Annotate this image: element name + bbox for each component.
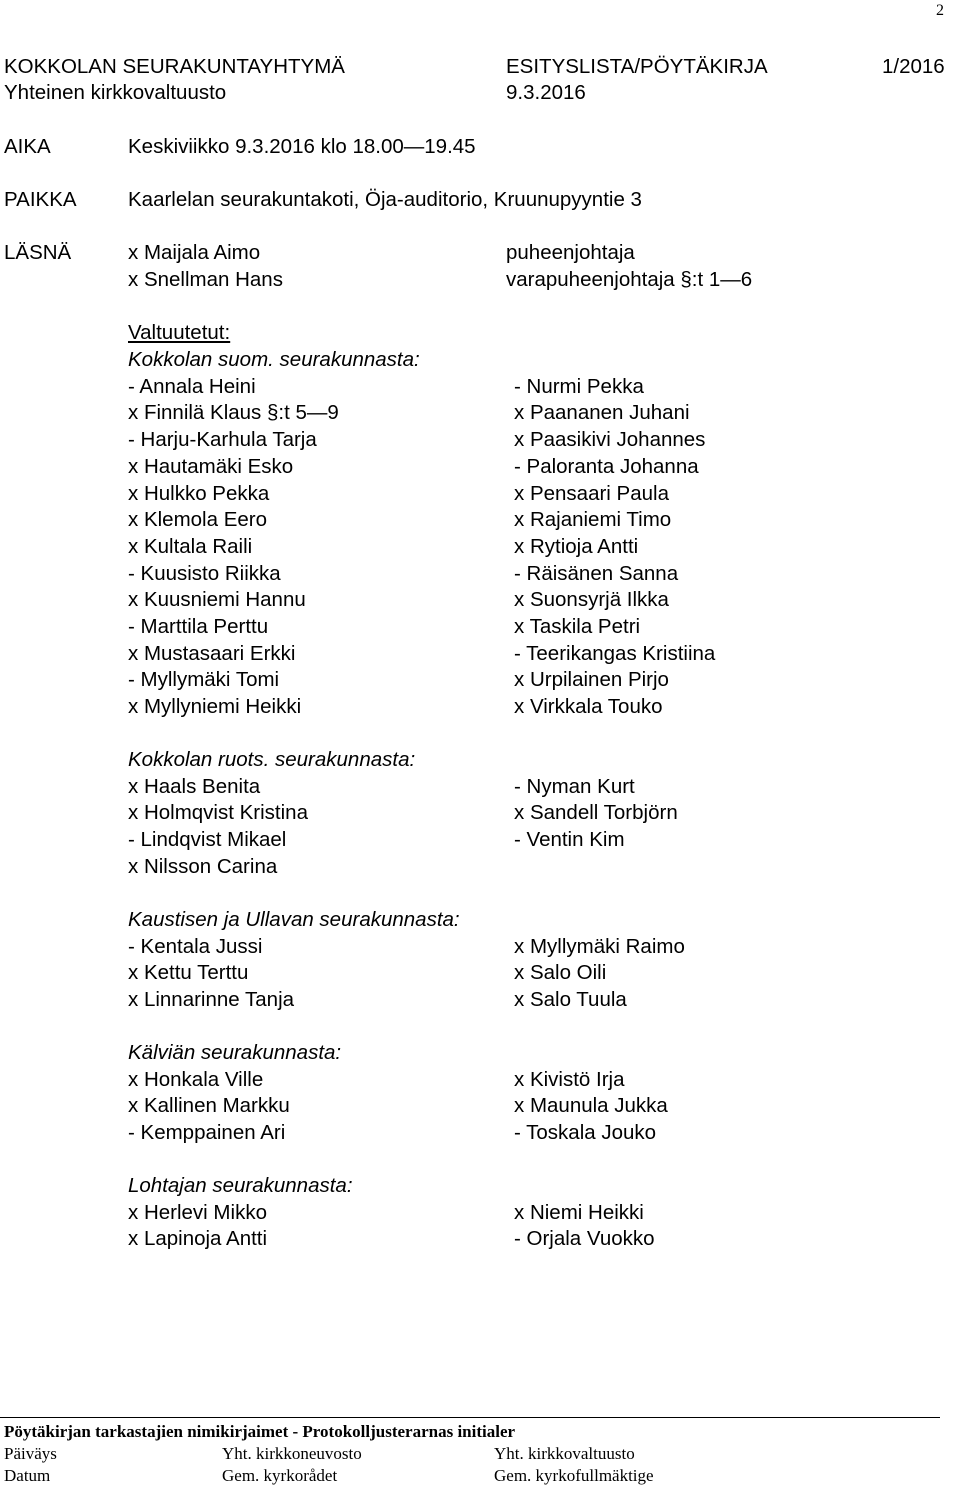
member-entry: - Ventin Kim	[514, 828, 625, 852]
footer-kyrkoradet: Gem. kyrkorådet	[222, 1466, 338, 1485]
footer-paivays: Päiväys	[4, 1444, 57, 1463]
paikka-label: PAIKKA	[4, 188, 77, 211]
member-entry: x Nilsson Carina	[128, 854, 278, 878]
member-entry: - Räisänen Sanna	[514, 561, 679, 585]
member-entry: x Kettu Terttu	[128, 961, 249, 985]
member-entry: x Myllyniemi Heikki	[128, 695, 302, 719]
doc-type: ESITYSLISTA/PÖYTÄKIRJA	[506, 55, 768, 78]
member-entry: x Paananen Juhani	[514, 401, 690, 425]
member-entry: - Kuusisto Riikka	[128, 561, 281, 585]
member-entry: x Salo Tuula	[514, 988, 627, 1012]
member-entry: x Holmqvist Kristina	[128, 801, 308, 825]
member-entry: x Paasikivi Johannes	[514, 428, 706, 452]
group-title: Kälviän seurakunnasta:	[128, 1041, 342, 1064]
member-entry: x Klemola Eero	[128, 508, 268, 532]
member-entry: x Finnilä Klaus §:t 5—9	[128, 401, 339, 425]
member-entry: x Rytioja Antti	[514, 534, 639, 558]
member-entry: - Harju-Karhula Tarja	[128, 428, 317, 452]
lasna-label: LÄSNÄ	[4, 241, 72, 264]
member-entry: - Annala Heini	[128, 374, 256, 398]
member-entry: x Virkkala Touko	[514, 695, 663, 719]
footer-datum: Datum	[4, 1466, 51, 1485]
chair-name: x Maijala Aimo	[128, 241, 261, 264]
footer-title: Pöytäkirjan tarkastajien nimikirjaimet - Protokolljusterarnas initialer	[4, 1422, 516, 1441]
vice-chair-name: x Snellman Hans	[128, 268, 283, 291]
valtuutetut-heading: Valtuutetut:	[128, 321, 231, 344]
member-entry: x Pensaari Paula	[514, 481, 669, 505]
member-entry: - Orjala Vuokko	[514, 1227, 655, 1251]
group-title: Lohtajan seurakunnasta:	[128, 1174, 353, 1197]
member-entry: - Kemppainen Ari	[128, 1121, 286, 1145]
footer-kirkkovaltuusto: Yht. kirkkovaltuusto	[494, 1444, 635, 1463]
member-entry: x Suonsyrjä Ilkka	[514, 588, 669, 612]
meeting-date: 9.3.2016	[506, 81, 586, 104]
member-entry: x Haals Benita	[128, 774, 261, 798]
vice-chair-role: varapuheenjohtaja §:t 1—6	[506, 268, 753, 291]
member-entry: x Mustasaari Erkki	[128, 641, 296, 665]
member-entry: - Myllymäki Tomi	[128, 668, 280, 692]
member-entry: x Rajaniemi Timo	[514, 508, 672, 532]
member-entry: - Teerikangas Kristiina	[514, 641, 716, 665]
footer-kyrkofullmaktige: Gem. kyrkofullmäktige	[494, 1466, 654, 1485]
aika-value: Keskiviikko 9.3.2016 klo 18.00—19.45	[128, 135, 476, 158]
member-entry: x Lapinoja Antti	[128, 1227, 268, 1251]
member-entry: x Salo Oili	[514, 961, 607, 985]
member-entry: x Herlevi Mikko	[128, 1200, 267, 1224]
member-entry: x Honkala Ville	[128, 1067, 264, 1091]
chair-role: puheenjohtaja	[506, 241, 635, 264]
member-entry: - Kentala Jussi	[128, 934, 263, 958]
member-entry: x Linnarinne Tanja	[128, 988, 295, 1012]
member-entry: - Toskala Jouko	[514, 1121, 657, 1145]
member-entry: x Myllymäki Raimo	[514, 934, 685, 958]
page-number: 2	[936, 2, 944, 19]
group-title: Kokkolan ruots. seurakunnasta:	[128, 748, 416, 771]
member-entry: x Hautamäki Esko	[128, 454, 294, 478]
member-entry: - Paloranta Johanna	[514, 454, 699, 478]
member-entry: x Kuusniemi Hannu	[128, 588, 306, 612]
body-name: Yhteinen kirkkovaltuusto	[4, 81, 227, 104]
footer-rule	[0, 1417, 940, 1418]
org-name: KOKKOLAN SEURAKUNTAYHTYMÄ	[4, 55, 345, 78]
member-entry: x Kultala Raili	[128, 534, 253, 558]
member-entry: x Urpilainen Pirjo	[514, 668, 669, 692]
member-entry: - Nyman Kurt	[514, 774, 635, 798]
member-entry: x Maunula Jukka	[514, 1094, 668, 1118]
member-entry: x Kallinen Markku	[128, 1094, 290, 1118]
member-entry: - Lindqvist Mikael	[128, 828, 287, 852]
member-entry: x Kivistö Irja	[514, 1067, 625, 1091]
group-title: Kokkolan suom. seurakunnasta:	[128, 348, 420, 371]
member-entry: - Marttila Perttu	[128, 615, 269, 638]
member-entry: x Sandell Torbjörn	[514, 801, 678, 825]
paikka-value: Kaarlelan seurakuntakoti, Öja-auditorio, Kruunupyyntie 3	[128, 188, 642, 211]
member-entry: x Taskila Petri	[514, 615, 641, 638]
doc-number: 1/2016	[882, 55, 945, 78]
footer-kirkkoneuvosto: Yht. kirkkoneuvosto	[222, 1444, 362, 1463]
member-entry: x Niemi Heikki	[514, 1200, 644, 1224]
aika-label: AIKA	[4, 135, 51, 158]
member-entry: - Nurmi Pekka	[514, 374, 644, 398]
group-title: Kaustisen ja Ullavan seurakunnasta:	[128, 908, 460, 931]
member-entry: x Hulkko Pekka	[128, 481, 270, 505]
